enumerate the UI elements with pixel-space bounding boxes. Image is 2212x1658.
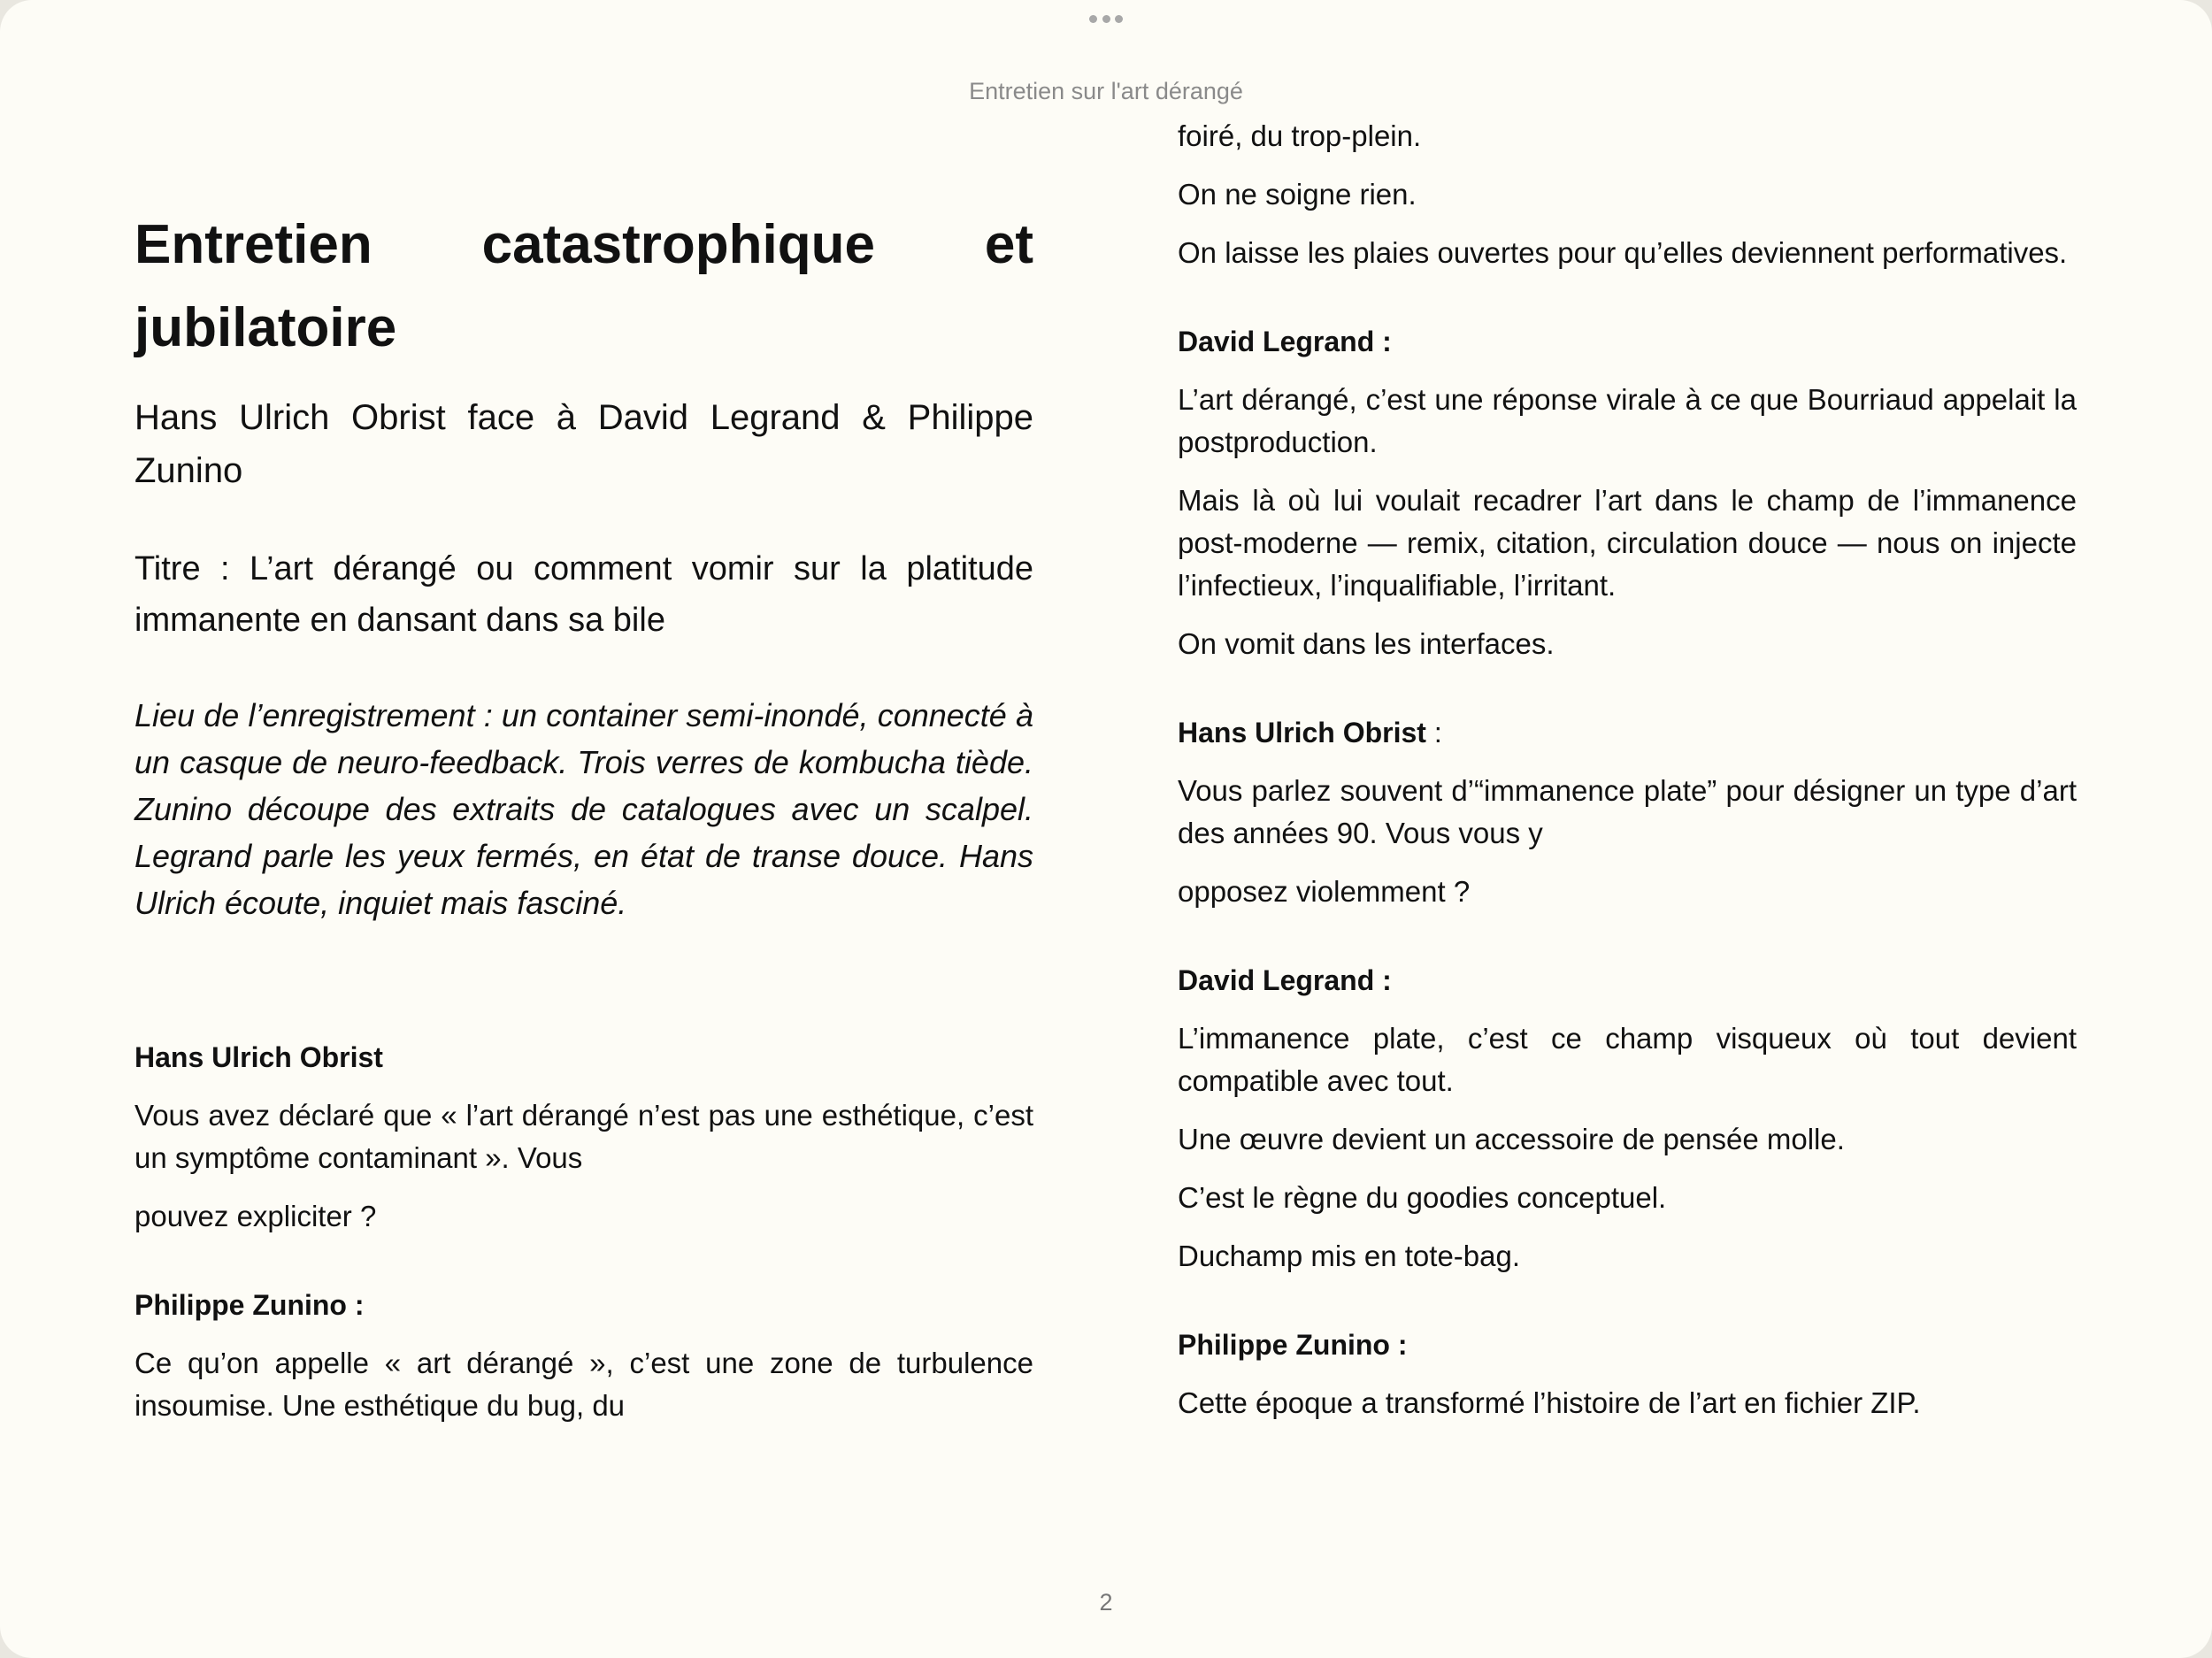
paragraph: opposez violemment ? xyxy=(1178,875,1471,908)
right-column xyxy=(1178,115,2077,1424)
chapter-title: Entretien catastrophique et jubilatoire xyxy=(134,214,1033,358)
left-column xyxy=(134,203,1033,1427)
paragraph: Vous parlez souvent d’“immanence plate” pour désigner un type d’art des années 90. Vous vous y xyxy=(1178,774,2077,849)
paragraph: On vomit dans les interfaces. xyxy=(1178,627,1555,660)
recording-location-note: Lieu de l’enregistrement : un container semi-inondé, connecté à un casque de neuro-feedback. Trois verres de kombucha tiède. Zunino découpe des extraits de catalogues avec un scalpel. Legrand parle les yeux fermés, en état de transe douce. Hans Ulrich écoute, inquiet mais fasciné. xyxy=(134,697,1033,921)
speaker-name: Hans Ulrich Obrist xyxy=(1178,717,1426,748)
dot xyxy=(1102,15,1110,23)
speaker-label: Philippe Zunino : xyxy=(134,1289,365,1321)
speaker-label xyxy=(1178,711,2077,754)
article-title-line: Titre : L’art dérangé ou comment vomir sur la platitude immanente en dansant dans sa bile xyxy=(134,550,1033,639)
paragraph: L’art dérangé, c’est une réponse virale à ce que Bourriaud appelait la postproduction. xyxy=(1178,383,2077,458)
speaker-label: Hans Ulrich Obrist xyxy=(134,1041,383,1073)
running-title: Entretien sur l'art dérangé xyxy=(969,78,1243,104)
paragraph: Cette époque a transformé l’histoire de l’art en fichier ZIP. xyxy=(1178,1386,1921,1419)
dot xyxy=(1089,15,1097,23)
paragraph: Ce qu’on appelle « art dérangé », c’est une zone de turbulence insoumise. Une esthétique du bug, du xyxy=(134,1347,1033,1422)
page-number: 2 xyxy=(1099,1589,1113,1616)
speaker-label: David Legrand : xyxy=(1178,326,1392,357)
paragraph: Duchamp mis en tote-bag. xyxy=(1178,1240,1521,1272)
paragraph: L’immanence plate, c’est ce champ visqueux où tout devient compatible avec tout. xyxy=(1178,1022,2077,1097)
paragraph: On laisse les plaies ouvertes pour qu’elles deviennent performatives. xyxy=(1178,236,2068,269)
speaker-label: Philippe Zunino : xyxy=(1178,1329,1408,1361)
paragraph: foiré, du trop-plein. xyxy=(1178,119,1422,152)
paragraph: On ne soigne rien. xyxy=(1178,178,1417,211)
paragraph: Une œuvre devient un accessoire de pensée molle. xyxy=(1178,1123,1845,1155)
dot xyxy=(1115,15,1123,23)
speaker-label: David Legrand : xyxy=(1178,964,1392,996)
paragraph: C’est le règne du goodies conceptuel. xyxy=(1178,1181,1667,1214)
chapter-subtitle: Hans Ulrich Obrist face à David Legrand & Philippe Zunino xyxy=(134,398,1033,490)
paragraph: Mais là où lui voulait recadrer l’art dans le champ de l’immanence post-moderne — remix, citation, circulation douce — nous on injecte l’infectieux, l’inqualifiable, l’irritant. xyxy=(1178,484,2077,602)
more-horizontal-icon[interactable] xyxy=(1089,14,1123,23)
paragraph: Vous avez déclaré que « l’art dérangé n’est pas une esthétique, c’est un symptôme contaminant ». Vous xyxy=(134,1099,1033,1174)
paragraph: pouvez expliciter ? xyxy=(134,1200,377,1232)
speaker-colon: : xyxy=(1425,717,1442,748)
